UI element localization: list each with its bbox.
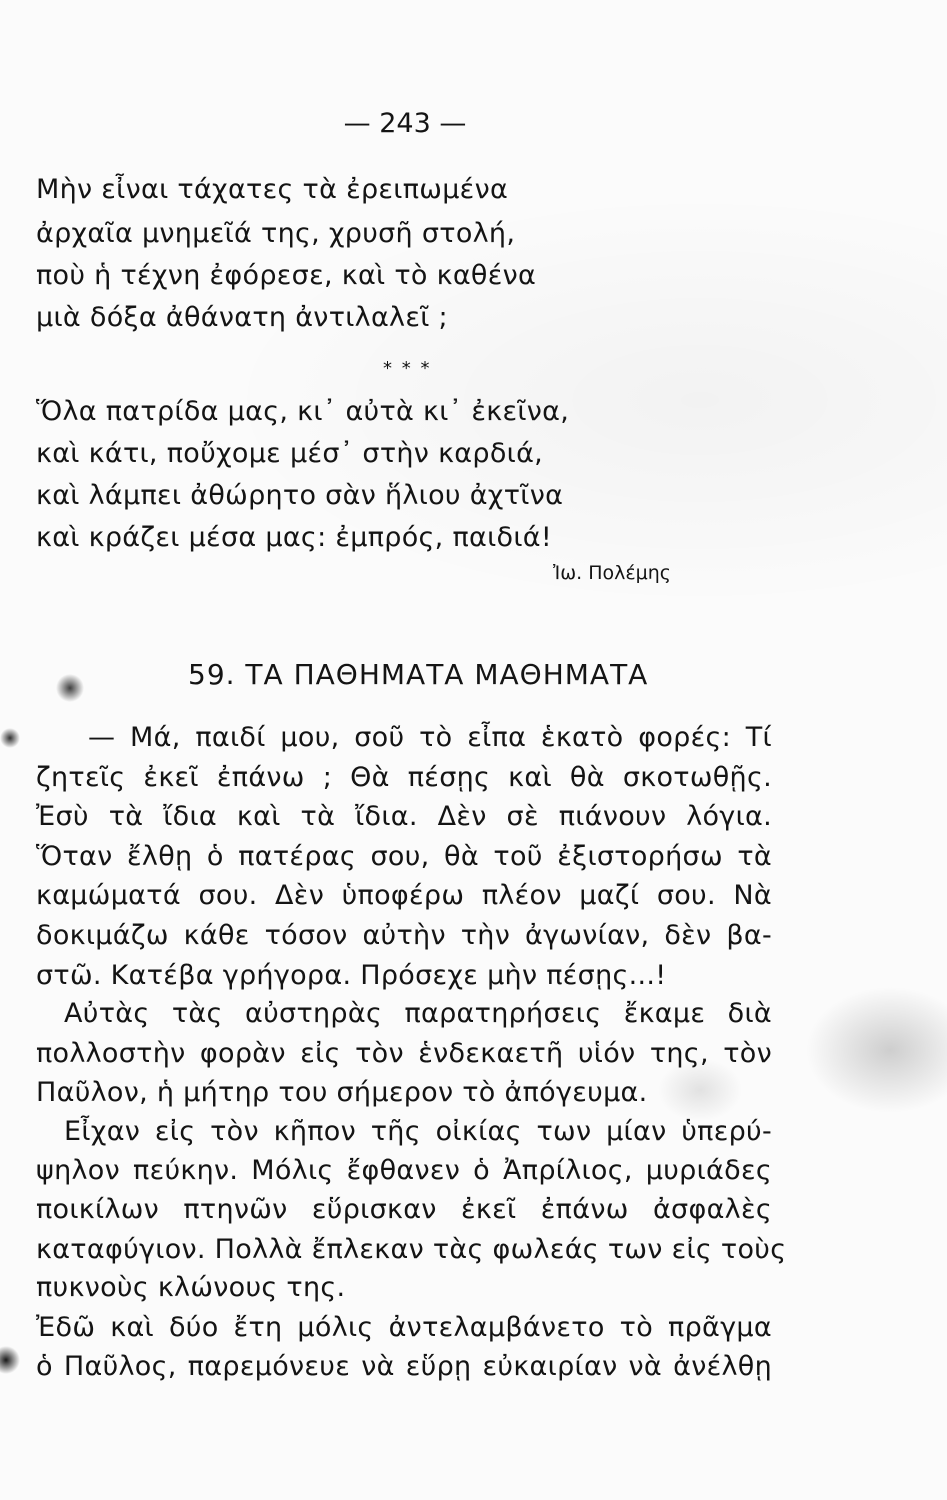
poem-line: ποὺ ἡ τέχνη ἐφόρεσε, καὶ τὸ καθένα [36, 260, 537, 291]
poem-line: Ὅλα πατρίδα μας, κι᾽ αὐτὰ κι᾽ ἐκεῖνα, [36, 396, 570, 427]
text-line: καταφύγιον. Πολλὰ ἔπλεκαν τὰς φωλεάς των εἰς τοὺς [36, 1234, 787, 1265]
text-line: Ἐδῶ καὶ δύο ἔτη μόλις ἀντελαμβάνετο τὸ πρᾶγμα [36, 1312, 772, 1343]
text-line: ψηλον πεύκην. Μόλις ἔφθανεν ὁ Ἀπρίλιος, μυριάδες [36, 1155, 772, 1186]
text-line: — Μά, παιδί μου, σοῦ τὸ εἶπα ἑκατὸ φορές: Τί [88, 722, 772, 753]
poem-author: Ἰω. Πολέμης [553, 562, 671, 584]
text-line: πολλοστὴν φορὰν εἰς τὸν ἑνδεκαετῆ υἱόν της, τὸν [36, 1038, 772, 1069]
text-line: ὁ Παῦλος, παρεμόνευε νὰ εὕρῃ εὐκαιρίαν νὰ ἀνέλθῃ [36, 1351, 772, 1382]
poem-line: καὶ κάτι, ποὔχομε μέσ᾽ στὴν καρδιά, [36, 438, 544, 469]
text-line: Ἐσὺ τὰ ἴδια καὶ τὰ ἴδια. Δὲν σὲ πιάνουν λόγια. [36, 801, 772, 832]
stanza-separator: * * * [383, 358, 432, 379]
poem-line: ἀρχαῖα μνημεῖά της, χρυσῆ στολή, [36, 218, 516, 249]
text-line: Εἶχαν εἰς τὸν κῆπον τῆς οἰκίας των μίαν ὑπερύ- [64, 1116, 772, 1147]
text-line: πυκνοὺς κλώνους της. [36, 1272, 346, 1303]
text-line: Παῦλον, ἡ μήτηρ του σήμερον τὸ ἀπόγευμα. [36, 1077, 648, 1108]
poem-line: μιὰ δόξα ἀθάνατη ἀντιλαλεῖ ; [36, 302, 448, 333]
poem-line: καὶ λάμπει ἀθώρητο σὰν ἥλιου ἀχτῖνα [36, 480, 564, 511]
poem-line: καὶ κράζει μέσα μας: ἐμπρός, παιδιά! [36, 522, 553, 553]
text-line: Αὐτὰς τὰς αὐστηρὰς παρατηρήσεις ἔκαμε διὰ [64, 998, 772, 1029]
text-line: Ὅταν ἔλθῃ ὁ πατέρας σου, θὰ τοῦ ἐξιστορήσω τὰ [36, 841, 772, 872]
page-number: — 243 — [343, 108, 467, 139]
text-line: καμώματά σου. Δὲν ὑποφέρω πλέον μαζί σου. Νὰ [36, 880, 772, 911]
text-line: δοκιμάζω κάθε τόσον αὐτὴν τὴν ἀγωνίαν, δὲν βα- [36, 920, 772, 951]
poem-line: Μὴν εἶναι τάχατες τὰ ἐρειπωμένα [36, 174, 509, 205]
chapter-heading: 59. ΤΑ ΠΑΘΗΜΑΤΑ ΜΑΘΗΜΑΤΑ [188, 658, 649, 691]
text-line: ποικίλων πτηνῶν εὕρισκαν ἐκεῖ ἐπάνω ἀσφαλὲς [36, 1194, 772, 1225]
text-line: στῶ. Κατέβα γρήγορα. Πρόσεχε μὴν πέσῃς...! [36, 960, 667, 991]
text-line: ζητεῖς ἐκεῖ ἐπάνω ; Θὰ πέσῃς καὶ θὰ σκοτωθῇς. [36, 762, 772, 793]
